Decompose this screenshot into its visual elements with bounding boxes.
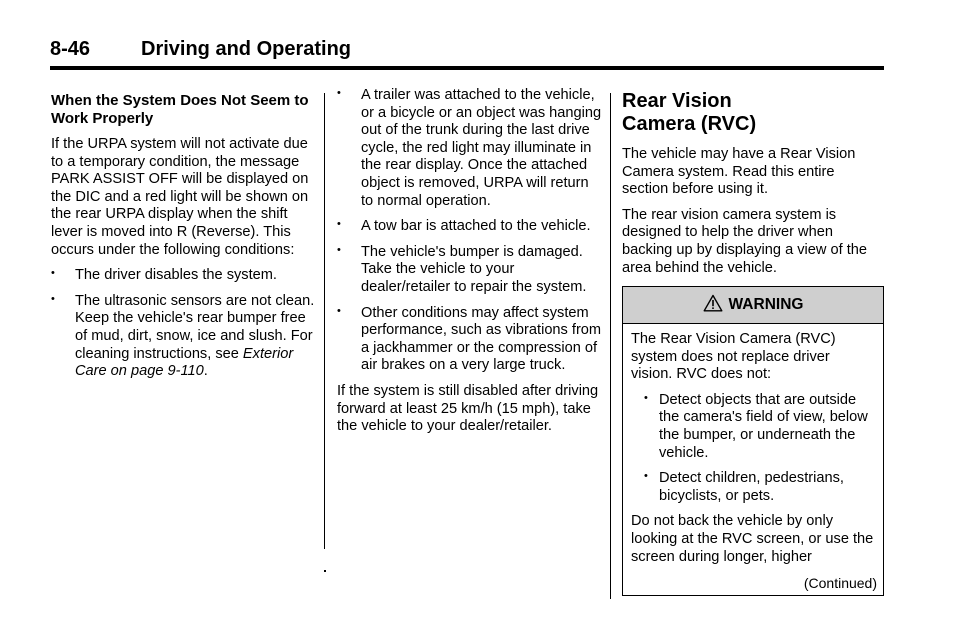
warning-triangle-icon — [703, 294, 723, 317]
cross-reference-link[interactable]: Exterior Care on page 9-110 — [75, 345, 294, 380]
list-item — [631, 392, 875, 462]
closing-paragraph: If the system is still disabled after driving forward at least 25 km/h (15 mph), take the vehicle to your dealer/retailer. — [337, 382, 599, 435]
list-item — [337, 305, 602, 375]
continued-label: (Continued) — [803, 575, 877, 591]
rvc-intro-paragraph: The vehicle may have a Rear Vision Camera system. Read this entire section before using it. — [622, 146, 856, 198]
page-number: 8-46 — [50, 38, 91, 60]
rvc-section-title — [622, 90, 884, 136]
list-item-text: A tow bar is attached to the vehicle. — [361, 218, 591, 235]
list-item — [631, 470, 875, 505]
section-title: Driving and Operating — [141, 38, 352, 60]
bullet-icon: • — [337, 304, 341, 317]
bullet-icon: • — [337, 87, 341, 99]
title-line-1: Rear Vision — [622, 90, 732, 112]
list-item-text: The driver disables the system. — [75, 267, 277, 284]
bullet-icon: • — [337, 218, 341, 231]
warning-closing: Do not back the vehicle by only looking at the RVC screen, or use the screen during longer, higher — [631, 513, 874, 565]
list-item-text: Detect children, pedestrians, bicyclists, or pets. — [659, 470, 844, 504]
subsection-heading: When the System Does Not Seem to Work Properly — [51, 92, 309, 127]
list-item-text: The vehicle's bumper is damaged. Take the vehicle to your dealer/retailer to repair the system. — [361, 243, 587, 295]
column-divider — [324, 93, 325, 549]
warning-header — [623, 287, 883, 324]
warning-box — [622, 286, 884, 596]
bullet-icon: • — [337, 243, 341, 256]
column-divider — [610, 93, 611, 599]
title-line-2: Camera (RVC) — [622, 113, 757, 135]
column-1 — [51, 92, 316, 389]
rvc-description-paragraph: The rear vision camera system is designed to help the driver when backing up by displaying a view of the area behind the vehicle. — [622, 206, 868, 276]
warning-list — [631, 392, 875, 506]
list-item — [51, 293, 316, 381]
list-item — [337, 218, 602, 236]
column-3 — [622, 90, 884, 285]
list-item — [337, 87, 602, 210]
bullet-icon: • — [644, 470, 648, 483]
intro-paragraph: If the URPA system will not activate due to a temporary condition, the message PARK ASSIST OFF will be displayed on the DIC and a red light will be shown on the rear URPA display when the shift lever is moved into R (Reverse). This occurs under the following conditions: — [51, 136, 309, 258]
page-header — [50, 38, 884, 70]
conditions-list-continued — [337, 87, 602, 375]
list-item-text: Other conditions may affect system performance, such as vibrations from a jackhammer or the compression of air brakes on a very large truck. — [361, 304, 602, 374]
divider-mark — [324, 570, 326, 572]
list-item-text: Detect objects that are outside the camera's field of view, below the bumper, or underneath the vehicle. — [659, 391, 868, 461]
list-item-end: . — [203, 363, 208, 380]
list-item-text: The ultrasonic sensors are not clean. Keep the vehicle's rear bumper free of mud, dirt, snow, ice and slush. For cleaning instructions, see — [75, 292, 315, 362]
warning-label: WARNING — [728, 296, 804, 313]
bullet-icon: • — [51, 292, 55, 305]
bullet-icon: • — [644, 391, 648, 404]
warning-intro: The Rear Vision Camera (RVC) system does not replace driver vision. RVC does not: — [631, 331, 836, 383]
list-item — [51, 267, 316, 285]
warning-body — [623, 324, 883, 566]
column-2 — [337, 87, 602, 444]
list-item-text: A trailer was attached to the vehicle, or a bicycle or an object was hanging out of the trunk during the last drive cycle, the red light may illuminate in the rear display. Once the attached object is removed, URPA will return to normal operation. — [361, 87, 602, 209]
bullet-icon: • — [51, 267, 55, 280]
list-item — [337, 244, 602, 297]
conditions-list — [51, 267, 316, 381]
